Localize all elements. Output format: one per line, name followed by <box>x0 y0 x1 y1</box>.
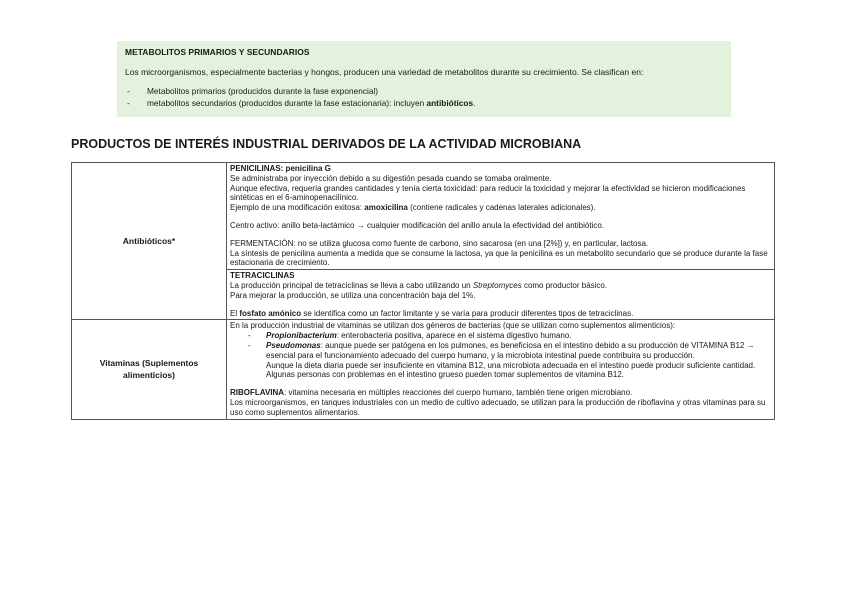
text-line: Para mejorar la producción, se utiliza una concentración baja del 1%. <box>230 290 476 300</box>
text-line: Centro activo: anillo beta-lactámico → cualquier modificación del anillo anula la efectividad del antibiótico. <box>230 220 604 230</box>
text-line: Aunque la dieta diaria puede ser insuficiente en vitamina B12, una microbiota adecuada en el intestino puede producir suficiente cantidad. <box>266 360 756 370</box>
penicilinas-title: PENICILINAS: penicilina G <box>230 164 331 173</box>
tetraciclinas-cell <box>227 270 775 320</box>
summary-title: METABOLITOS PRIMARIOS Y SECUNDARIOS <box>125 47 310 57</box>
summary-box <box>117 41 731 117</box>
text-line: FERMENTACIÓN: no se utiliza glucosa como fuente de carbono, sino sacarosa (en una [2%]) y, en particular, lactosa. <box>230 238 649 248</box>
row-label-antibioticos: Antibióticos* <box>72 163 227 320</box>
summary-item-secundarios: - metabolitos secundarios (producidos durante la fase estacionaria): incluyen antibióticos. <box>127 98 476 108</box>
list-item: - Pseudomonas: aunque puede ser patógena en los pulmones, es beneficiosa en el intestino debido a su producción de VITAMINA B12 → esencial para el funcionamiento adecuado del cuerpo humano, y la microbiota intestinal puede contribuira su producción. <box>248 340 755 360</box>
text-line: El fosfato amónico se identifica como un factor limitante y se varía para producir diferentes tipos de tetraciclinas. <box>230 308 634 318</box>
section-heading: PRODUCTOS DE INTERÉS INDUSTRIAL DERIVADOS DE LA ACTIVIDAD MICROBIANA <box>71 137 582 151</box>
summary-intro: Los microorganismos, especialmente bacterias y hongos, producen una variedad de metabolitos durante su crecimiento. Se clasifican en: <box>125 67 644 77</box>
list-item: - Propionibacterium: enterobacteria positiva, aparece en el sistema digestivo humano. <box>248 331 572 341</box>
bacteria-list <box>230 331 771 360</box>
penicilinas-cell <box>227 163 775 270</box>
products-table <box>71 162 775 420</box>
text-line: Aunque efectiva, requería grandes cantidades y tenía cierta toxicidad: para reducir la toxicidad y mejorar la efectividad se hicieron modificaciones sintéticas en el 6-aminopenacilínico. <box>230 183 746 203</box>
summary-list <box>125 85 723 109</box>
text-line: Se administraba por inyección debido a su digestión pesada cuando se tomaba oralmente. <box>230 173 552 183</box>
text-line: En la producción industrial de vitaminas se utilizan dos géneros de bacterias (que se utilizan como suplementos alimenticios): <box>230 321 676 331</box>
text-line: Algunas personas con problemas en el intestino grueso pueden tomar suplementos de vitamina B12. <box>266 370 624 380</box>
row-label-vitaminas: Vitaminas (Suplementos alimenticios) <box>72 320 227 419</box>
table-row <box>72 163 775 270</box>
text-line: La síntesis de penicilina aumenta a medida que se consume la lactosa, ya que la penicilina es un metabolito secundario que se produce durante la fase estacionaria de crecimiento. <box>230 248 768 268</box>
summary-item-primarios: - Metabolitos primarios (producidos durante la fase exponencial) <box>127 86 379 96</box>
tetraciclinas-title: TETRACICLINAS <box>230 271 295 281</box>
table-row <box>72 320 775 419</box>
text-line: Ejemplo de una modificación exitosa: amoxicilina (contiene radicales y cadenas laterales adicionales). <box>230 203 596 213</box>
text-line: Los microorganismos, en tanques industriales con un medio de cultivo adecuado, se utilizan para la producción de riboflavina y otras vitaminas para su uso como suplementos alimentarios. <box>230 397 766 417</box>
text-line: La producción principal de tetraciclinas se lleva a cabo utilizando un Streptomyces como productor básico. <box>230 280 608 290</box>
text-line: RIBOFLAVINA: vitamina necesaria en múltiples reacciones del cuerpo humano, también tiene origen microbiano. <box>230 388 633 398</box>
vitaminas-cell <box>227 320 775 419</box>
